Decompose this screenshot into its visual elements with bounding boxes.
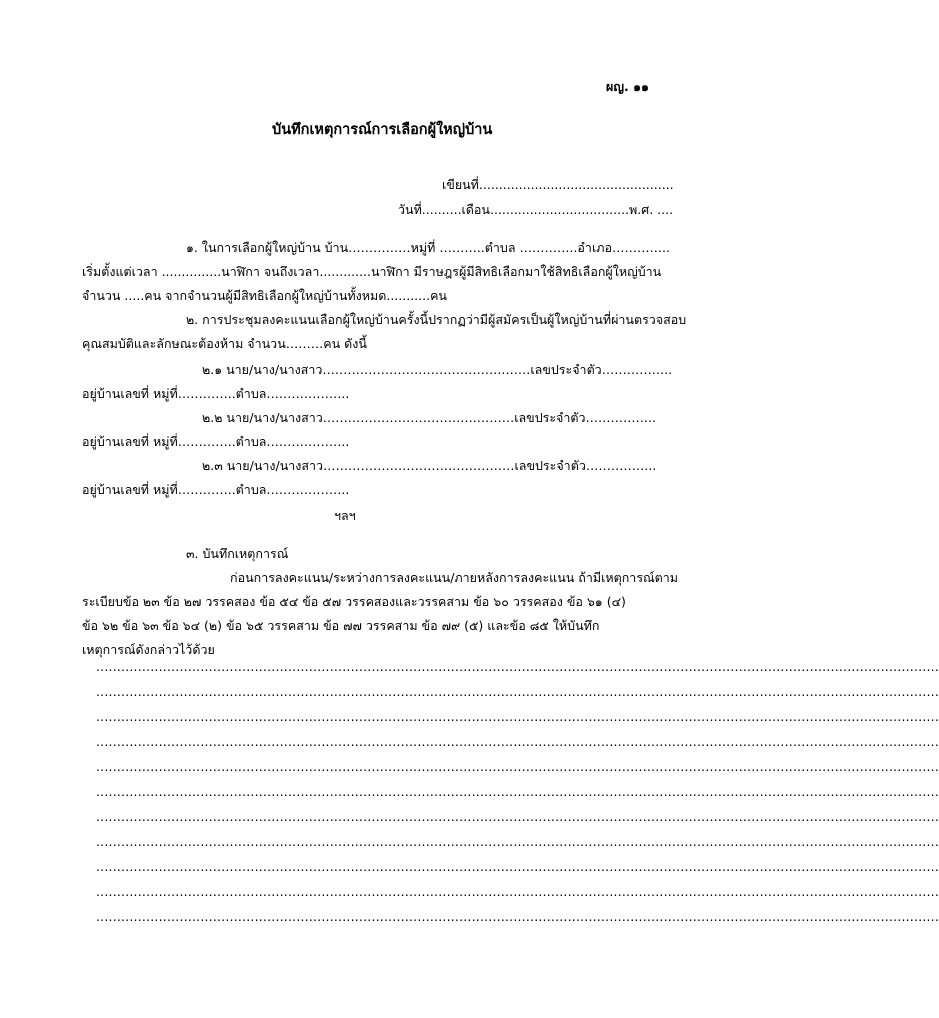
blank-writing-line[interactable]: .......................................................................................................................................................................................................... (96, 809, 939, 824)
candidate-name-line[interactable]: ๒.๒ นาย/นาง/นางสาว……………………………….………เลขประจำตัว…………….. (202, 410, 656, 425)
blank-writing-line[interactable]: .......................................................................................................................................................................................................... (96, 784, 939, 799)
item2-line1: ๒. การประชุมลงคะแนนเลือกผู้ใหญ่บ้านครั้งนี้ปรากฏว่ามีผู้สมัครเป็นผู้ใหญ่บ้านที่ผ่านตรวจสอบ (186, 312, 687, 327)
blank-writing-line[interactable]: .......................................................................................................................................................................................................... (96, 859, 939, 874)
item3-line2: ระเบียบข้อ ๒๓ ข้อ ๒๗ วรรคสอง ข้อ ๕๔ ข้อ ๕๗ วรรคสองและวรรคสาม ข้อ ๖๐ วรรคสอง ข้อ ๖๑ (๔) (82, 594, 626, 609)
blank-writing-line[interactable]: .......................................................................................................................................................................................................... (96, 834, 939, 849)
candidate-address-line[interactable]: อยู่บ้านเลขที่ หมู่ที่…………..ตำบล……………….. (82, 386, 350, 401)
blank-writing-line[interactable]: .......................................................................................................................................................................................................... (96, 759, 939, 774)
document-title: บันทึกเหตุการณ์การเลือกผู้ใหญ่บ้าน (272, 122, 493, 138)
candidate-name-line[interactable]: ๒.๓ นาย/นาง/นางสาว……………………………….………เลขประจำตัว…………….. (202, 458, 657, 473)
form-code: ผญ. ๑๑ (606, 79, 649, 94)
written-at-field[interactable]: เขียนที่................................................. (442, 177, 674, 192)
blank-writing-line[interactable]: .......................................................................................................................................................................................................... (96, 709, 939, 724)
etc-marker: ฯลฯ (334, 508, 356, 523)
item1-line1[interactable]: ๑. ในการเลือกผู้ใหญ่บ้าน บ้าน……………หมู่ที่ ………..ตำบล …………..อำเภอ………….. (186, 240, 670, 255)
item1-line3[interactable]: จำนวน .....คน จากจำนวนผู้มีสิทธิเลือกผู้ใหญ่บ้านทั้งหมด...........คน (82, 288, 447, 303)
item3-line1: ก่อนการลงคะแนน/ระหว่างการลงคะแนน/ภายหลังการลงคะแนน ถ้ามีเหตุการณ์ตาม (230, 570, 679, 585)
item3-line3: ข้อ ๖๒ ข้อ ๖๓ ข้อ ๖๔ (๒) ข้อ ๖๕ วรรคสาม ข้อ ๗๗ วรรคสาม ข้อ ๗๙ (๕) และข้อ ๘๕ ให้บันทึก (82, 618, 600, 633)
candidate-name-line[interactable]: ๒.๑ นาย/นาง/นางสาว……………………………………..……เลขประจำตัว…………….. (202, 362, 673, 377)
blank-writing-line[interactable]: .......................................................................................................................................................................................................... (96, 884, 939, 899)
date-field[interactable]: วันที่..........เดือน...................................พ.ศ. .... (398, 202, 674, 217)
blank-writing-line[interactable]: .......................................................................................................................................................................................................... (96, 659, 939, 674)
item2-line2[interactable]: คุณสมบัติและลักษณะต้องห้าม จำนวน………คน ดังนี้ (82, 336, 367, 351)
item1-line2[interactable]: เริ่มตั้งแต่เวลา ...............นาฬิกา จนถึงเวลา.............นาฬิกา มีราษฎรผู้มีสิทธิเลือกมาใช้สิทธิเลือกผู้ใหญ่บ้าน (82, 264, 662, 279)
blank-writing-line[interactable]: .......................................................................................................................................................................................................... (96, 684, 939, 699)
item3-line4: เหตุการณ์ดังกล่าวไว้ด้วย (82, 642, 215, 657)
item3-heading: ๓. บันทึกเหตุการณ์ (186, 546, 289, 561)
blank-writing-line[interactable]: .......................................................................................................................................................................................................... (96, 909, 939, 924)
blank-writing-line[interactable]: .......................................................................................................................................................................................................... (96, 734, 939, 749)
candidate-address-line[interactable]: อยู่บ้านเลขที่ หมู่ที่…………..ตำบล……………….. (82, 482, 350, 497)
candidate-address-line[interactable]: อยู่บ้านเลขที่ หมู่ที่…………..ตำบล……………….. (82, 434, 350, 449)
